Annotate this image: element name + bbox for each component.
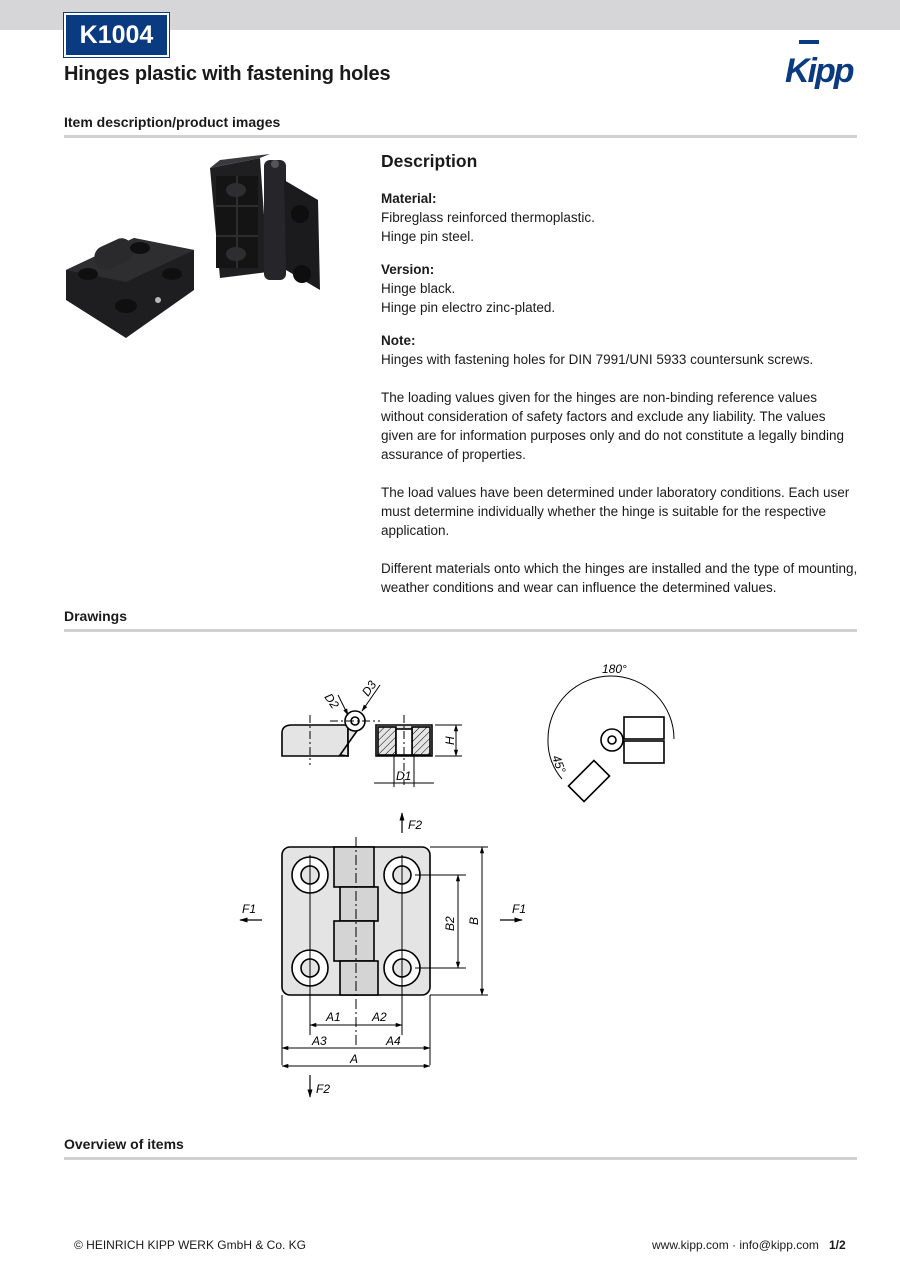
footer-contact[interactable]: www.kipp.com · info@kipp.com	[652, 1238, 819, 1252]
force-label: F2	[316, 1082, 331, 1096]
kipp-logo	[783, 38, 859, 92]
logo-wordmark: Kipp	[785, 52, 853, 90]
rotation-view	[548, 676, 674, 802]
technical-drawing	[230, 655, 700, 1100]
note-label: Note:	[381, 333, 416, 348]
description-paragraph: Different materials onto which the hinges are installed and the type of mounting, weather conditions and wear can influence the determined values.	[381, 561, 858, 595]
description-paragraph: The load values have been determined under laboratory conditions. Each user must determine individually whether the hinge is suitable for the respective application.	[381, 485, 850, 538]
dimension-label: D3	[358, 678, 380, 699]
version-block	[381, 260, 861, 317]
section-label-images: Item description/product images	[64, 114, 281, 130]
material-label: Material:	[381, 191, 437, 206]
section-label-overview: Overview of items	[64, 1136, 184, 1152]
dimension-label: B2	[443, 916, 457, 931]
side-view	[282, 711, 432, 756]
dimension-label: H	[443, 736, 457, 745]
dimension-label: A3	[312, 1034, 327, 1048]
version-label: Version:	[381, 262, 435, 277]
description-paragraph: The loading values given for the hinges are non-binding reference values without consideration of safety factors and exclude any liability. The values given are for information purposes only and do not constitute a legally binding assurance of properties.	[381, 390, 845, 462]
section-divider	[64, 1157, 857, 1160]
dimension-label: D2	[321, 690, 342, 712]
section-divider	[64, 135, 857, 138]
material-line: Hinge pin steel.	[381, 229, 475, 244]
note-block	[381, 331, 861, 369]
version-line: Hinge pin electro zinc-plated.	[381, 300, 556, 315]
section-divider	[64, 629, 857, 632]
dimension-label: A1	[326, 1010, 341, 1024]
page-number: 1/2	[829, 1238, 846, 1252]
note-line: Hinges with fastening holes for DIN 7991/UNI 5933 countersunk screws.	[381, 352, 814, 367]
product-photo	[64, 150, 332, 342]
material-block	[381, 189, 861, 246]
item-code-badge: K1004	[64, 13, 169, 57]
dimension-label: A	[350, 1052, 359, 1066]
force-label: F1	[512, 902, 527, 916]
dimension-label: D1	[396, 769, 412, 783]
angle-label: 180°	[602, 662, 627, 676]
dimension-label: A2	[372, 1010, 387, 1024]
footer-copyright: © HEINRICH KIPP WERK GmbH & Co. KG	[74, 1238, 306, 1252]
description-heading: Description	[381, 151, 478, 171]
angle-label: 45°	[549, 753, 569, 776]
version-line: Hinge black.	[381, 281, 456, 296]
description-block	[381, 152, 861, 616]
dimension-label: A4	[386, 1034, 401, 1048]
force-label: F1	[242, 902, 257, 916]
force-label: F2	[408, 818, 423, 832]
material-line: Fibreglass reinforced thermoplastic.	[381, 210, 595, 225]
page-title: Hinges plastic with fastening holes	[64, 63, 391, 85]
section-label-drawings: Drawings	[64, 608, 128, 624]
dimension-label: B	[467, 916, 481, 925]
